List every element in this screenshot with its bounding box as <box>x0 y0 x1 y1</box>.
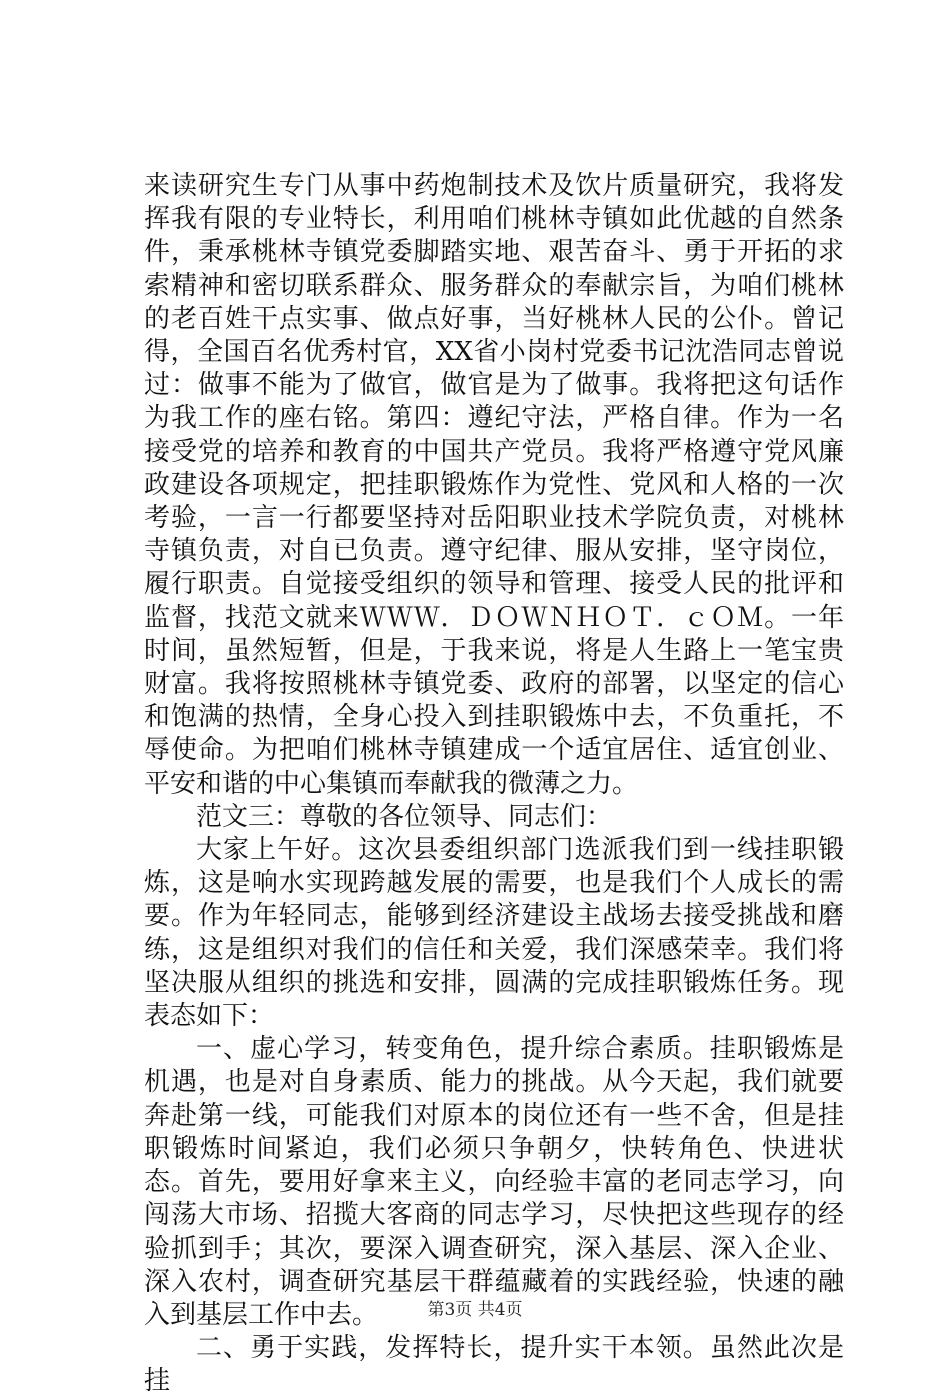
paragraph-point-two: 二、勇于实践，发挥特长，提升实干本领。虽然此次是挂 <box>144 1333 844 1397</box>
paragraph-point-one: 一、虚心学习，转变角色，提升综合素质。挂职锻炼是机遇，也是对自身素质、能力的挑战。从今天起，我们就要奔赴第一线，可能我们对原本的岗位还有一些不舍，但是挂职锻炼时间紧迫，我们必须只争朝夕，快转角色、快进状态。首先，要用好拿来主义，向经验丰富的老同志学习，向闯荡大市场、招揽大客商的同志学习，尽快把这些现存的经验抓到手；其次，要深入调查研究，深入基层、深入企业、深入农村，调查研究基层干群蕴藏着的实践经验，快速的融入到基层工作中去。 <box>144 1034 844 1330</box>
paragraph-greeting: 大家上午好。这次县委组织部门选派我们到一线挂职锻炼，这是响水实现跨越发展的需要，也是我们个人成长的需要。作为年轻同志，能够到经济建设主战场去接受挑战和磨练，这是组织对我们的信任和关爱，我们深感荣幸。我们将坚决服从组织的挑选和安排，圆满的完成挂职锻炼任务。现表态如下： <box>144 835 844 1032</box>
paragraph-sample-three-heading: 范文三：尊敬的各位领导、同志们： <box>196 801 613 832</box>
page-number-footer: 第3页 共4页 <box>427 1300 523 1320</box>
document-body <box>144 170 844 1399</box>
paragraph-continuation: 来读研究生专门从事中药炮制技术及饮片质量研究，我将发挥我有限的专业特长，利用咱们桃林寺镇如此优越的自然条件，秉承桃林寺镇党委脚踏实地、艰苦奋斗、勇于开拓的求索精神和密切联系群众、服务群众的奉献宗旨，为咱们桃林的老百姓干点实事、做点好事，当好桃林人民的公仆。曾记得，全国百名优秀村官，XX省小岗村党委书记沈浩同志曾说过：做事不能为了做官，做官是为了做事。我将把这句话作为我工作的座右铭。第四：遵纪守法，严格自律。作为一名接受党的培养和教育的中国共产党员。我将严格遵守党风廉政建设各项规定，把挂职锻炼作为党性、党风和人格的一次考验，一言一行都要坚持对岳阳职业技术学院负责，对桃林寺镇负责，对自已负责。遵守纪律、服从安排，坚守岗位，履行职责。自觉接受组织的领导和管理、接受人民的批评和监督，找范文就来ＷＷＷ．ＤＯＷＮＨＯＴ．ｃＯＭ。一年时间，虽然短暂，但是，于我来说，将是人生路上一笔宝贵财富。我将按照桃林寺镇党委、政府的部署，以坚定的信心和饱满的热情，全身心投入到挂职锻炼中去，不负重托，不辱使命。为把咱们桃林寺镇建成一个适宜居住、适宜创业、平安和谐的中心集镇而奉献我的微薄之力。 <box>144 171 844 799</box>
